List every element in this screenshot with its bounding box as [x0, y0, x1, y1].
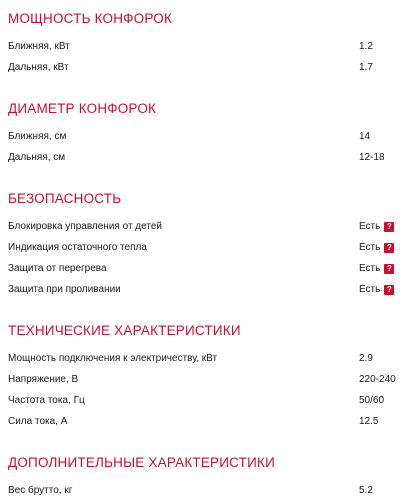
- spec-row: [8, 279, 402, 300]
- spec-value: Есть ?: [359, 242, 402, 253]
- spec-label: Защита от перегрева: [8, 263, 359, 274]
- spec-label: Индикация остаточного тепла: [8, 242, 359, 253]
- spec-list: [8, 216, 402, 300]
- spec-label: Защита при проливании: [8, 284, 359, 295]
- spec-row: [8, 411, 402, 432]
- spec-value: 220-240: [359, 374, 396, 385]
- spec-row: [8, 147, 402, 168]
- spec-label: Напряжение, В: [8, 374, 359, 385]
- spec-row: [8, 126, 402, 147]
- section-title-safety: БЕЗОПАСНОСТЬ: [8, 191, 122, 206]
- spec-label: Сила тока, А: [8, 416, 359, 427]
- spec-row: [8, 57, 402, 78]
- section-title-burner-power: МОЩНОСТЬ КОНФОРОК: [8, 11, 173, 26]
- spec-value: Есть ?: [359, 221, 402, 232]
- section-title-burner-diameter: ДИАМЕТР КОНФОРОК: [8, 101, 157, 116]
- spec-list: [8, 348, 402, 432]
- spec-row: [8, 390, 402, 411]
- spec-label: Мощность подключения к электричеству, кВт: [8, 353, 359, 364]
- spec-value: Есть ?: [359, 284, 402, 295]
- question-mark-icon[interactable]: ?: [384, 264, 394, 274]
- spec-value: Есть ?: [359, 263, 402, 274]
- spec-row: [8, 216, 402, 237]
- spec-row: [8, 237, 402, 258]
- spec-row: [8, 369, 402, 390]
- spec-value: 1.7: [359, 62, 373, 73]
- spec-label: Дальняя, см: [8, 152, 359, 163]
- spec-row: [8, 36, 402, 57]
- spec-value: 2.9: [359, 353, 373, 364]
- spec-value: 1.2: [359, 41, 373, 52]
- spec-label: Вес брутто, кг: [8, 485, 359, 496]
- spec-label: Частота тока, Гц: [8, 395, 359, 406]
- spec-label: Ближняя, кВт: [8, 41, 359, 52]
- spec-list: [8, 36, 402, 78]
- spec-list: [8, 480, 402, 500]
- spec-label: Дальняя, кВт: [8, 62, 359, 73]
- spec-value: 50/60: [359, 395, 385, 406]
- spec-label: Ближняя, см: [8, 131, 359, 142]
- spec-value: 12.5: [359, 416, 379, 427]
- spec-row: [8, 258, 402, 279]
- spec-row: [8, 348, 402, 369]
- question-mark-icon[interactable]: ?: [384, 285, 394, 295]
- spec-list: [8, 126, 402, 168]
- question-mark-icon[interactable]: ?: [384, 222, 394, 232]
- section-title-technical: ТЕХНИЧЕСКИЕ ХАРАКТЕРИСТИКИ: [8, 323, 241, 338]
- spec-label: Блокировка управления от детей: [8, 221, 359, 232]
- spec-value: 14: [359, 131, 371, 142]
- spec-value: 12-18: [359, 152, 385, 163]
- question-mark-icon[interactable]: ?: [384, 243, 394, 253]
- section-title-additional: ДОПОЛНИТЕЛЬНЫЕ ХАРАКТЕРИСТИКИ: [8, 455, 275, 470]
- spec-value: 5.2: [359, 485, 373, 496]
- spec-row: [8, 480, 402, 500]
